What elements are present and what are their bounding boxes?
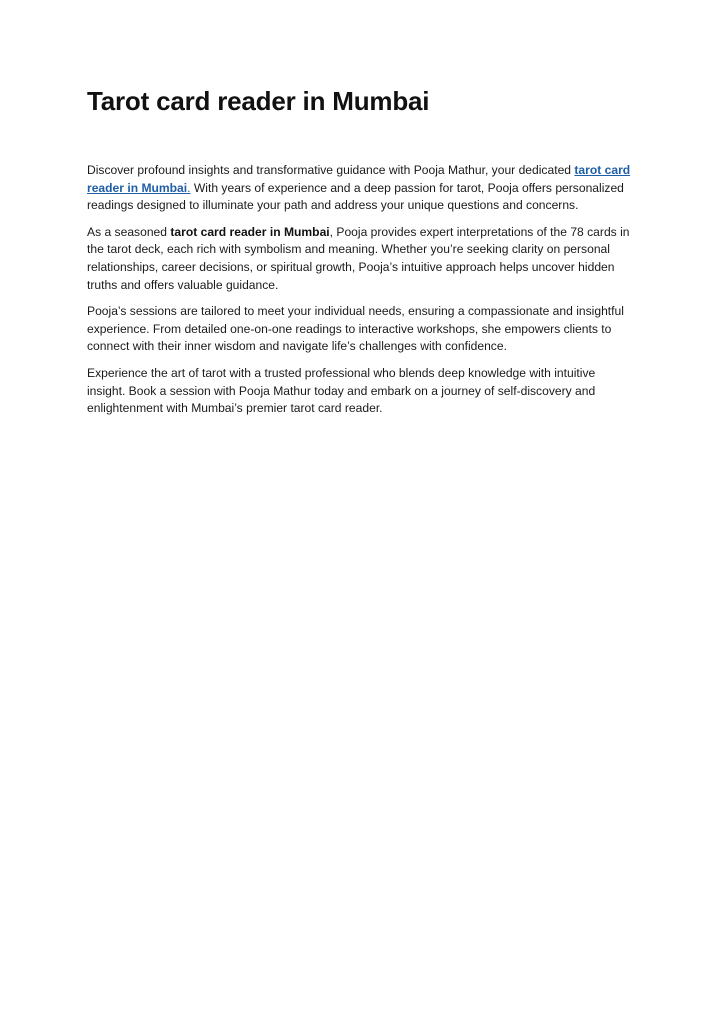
- paragraph-intro-rest: With years of experience and a deep passion for tarot, Pooja offers personalized readings designed to illuminate your path and address your unique questions and concerns.: [87, 180, 624, 213]
- tarot-reader-link[interactable]: tarot card reader in Mumbai: [87, 163, 631, 195]
- paragraph-intro: [87, 162, 635, 215]
- bold-keyword: tarot card reader in Mumbai: [170, 224, 330, 239]
- document-body: [87, 162, 635, 427]
- paragraph-seasoned: [87, 224, 635, 294]
- paragraph-seasoned-rest: , Pooja provides expert interpretations of the 78 cards in the tarot deck, each rich with symbolism and meaning. Whether you’re seeking clarity on personal relationships, career decisions, or spiritual growth, Pooja’s intuitive approach helps uncover hidden truths and offers valuable guidance.: [87, 224, 630, 292]
- link-period: .: [187, 180, 191, 195]
- paragraph-experience: Experience the art of tarot with a trusted professional who blends deep knowledge with intuitive insight. Book a session with Pooja Mathur today and embark on a journey of self-discovery and enlightenment with Mumbai’s premier tarot card reader.: [87, 365, 596, 416]
- page-title: Tarot card reader in Mumbai: [87, 86, 430, 116]
- paragraph-sessions: Pooja’s sessions are tailored to meet your individual needs, ensuring a compassionate and insightful experience. From detailed one-on-one readings to interactive workshops, she empowers clients to connect with their inner wisdom and navigate life’s challenges with confidence.: [87, 304, 624, 354]
- paragraph-intro-text: Discover profound insights and transformative guidance with Pooja Mathur, your dedicated: [87, 163, 575, 177]
- paragraph-seasoned-lead: As a seasoned: [87, 224, 171, 239]
